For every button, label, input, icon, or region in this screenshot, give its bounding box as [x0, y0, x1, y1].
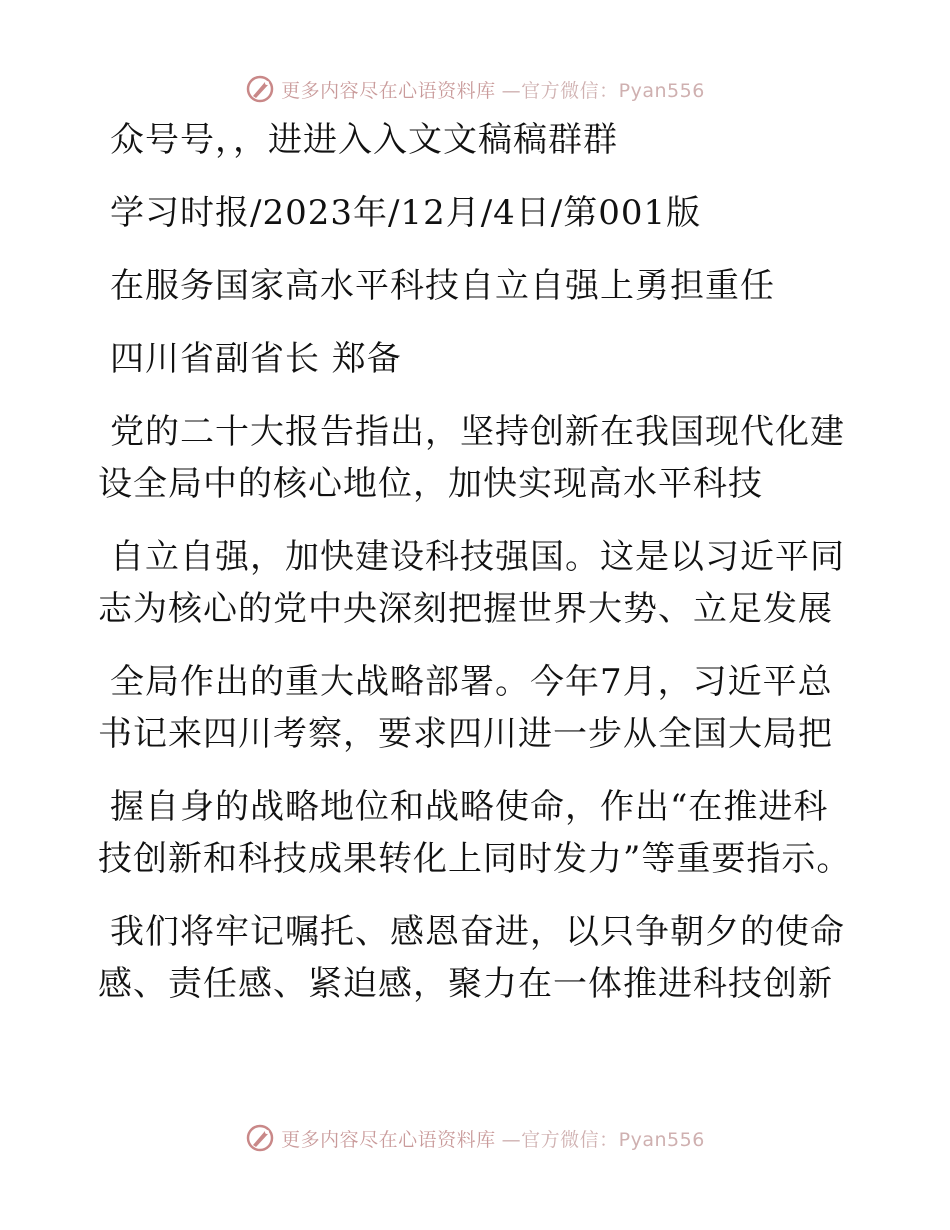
text-line: 自立自强，加快建设科技强国。这是以习近平同 — [110, 537, 845, 577]
paragraph — [98, 910, 858, 1006]
pen-logo-icon — [245, 1123, 275, 1153]
text-line: 设全局中的核心地位，加快实现高水平科技 — [98, 464, 763, 504]
text-line: 握自身的战略地位和战略使命，作出“在推进科 — [110, 787, 829, 827]
paragraph — [98, 264, 858, 308]
text-line: 众号号，，进进入入文文稿稿群群 — [110, 120, 618, 160]
document-body — [98, 118, 858, 1035]
text-line: 技创新和科技成果转化上同时发力”等重要指示。 — [98, 839, 852, 879]
paragraph — [98, 118, 858, 162]
paragraph — [98, 191, 858, 235]
paragraph — [98, 410, 858, 506]
text-line: 学习时报/2023年/12月/4日/第001版 — [110, 193, 702, 233]
text-line: 党的二十大报告指出，坚持创新在我国现代化建 — [110, 412, 845, 452]
text-line: 志为核心的党中央深刻把握世界大势、立足发展 — [98, 589, 833, 629]
text-line: 书记来四川考察，要求四川进一步从全国大局把 — [98, 714, 833, 754]
paragraph — [98, 535, 858, 631]
watermark-footer — [0, 1123, 950, 1153]
paragraph — [98, 660, 858, 756]
text-line: 四川省副省长 郑备 — [110, 339, 402, 379]
text-line: 我们将牢记嘱托、感恩奋进，以只争朝夕的使命 — [110, 912, 845, 952]
text-line: 全局作出的重大战略部署。今年7月，习近平总 — [110, 662, 833, 702]
text-line: 感、责任感、紧迫感，聚力在一体推进科技创新 — [98, 964, 833, 1004]
watermark-header — [0, 74, 950, 104]
watermark-text: 更多内容尽在心语资料库 — [281, 79, 496, 102]
watermark-contact: —官方微信：Pyan556 — [501, 1128, 705, 1151]
pen-logo-icon — [245, 74, 275, 104]
watermark-contact: —官方微信：Pyan556 — [501, 79, 705, 102]
paragraph — [98, 785, 858, 881]
watermark-text: 更多内容尽在心语资料库 — [281, 1128, 496, 1151]
paragraph — [98, 337, 858, 381]
text-line: 在服务国家高水平科技自立自强上勇担重任 — [110, 266, 775, 306]
